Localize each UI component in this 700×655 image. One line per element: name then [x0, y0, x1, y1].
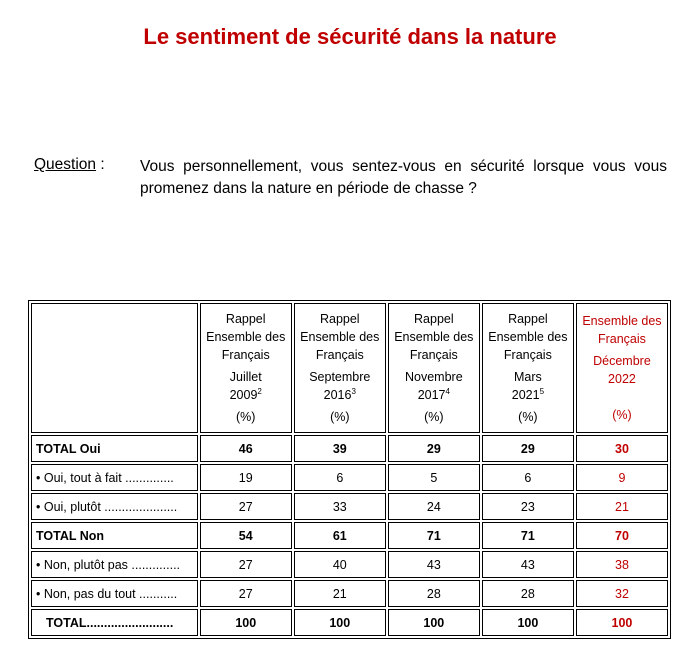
- cell-value: 46: [200, 435, 292, 462]
- cell-value-highlight: 30: [576, 435, 668, 462]
- header-2021: [482, 303, 574, 433]
- cell-value-highlight: 21: [576, 493, 668, 520]
- row-label: TOTAL Oui: [31, 435, 198, 462]
- table-row: [31, 435, 668, 462]
- cell-value: 21: [294, 580, 386, 607]
- header-line: Rappel: [414, 312, 454, 326]
- cell-value: 28: [388, 580, 480, 607]
- header-unit: (%): [518, 410, 538, 424]
- table-row: [31, 580, 668, 607]
- cell-value: 19: [200, 464, 292, 491]
- header-year: 2021: [511, 388, 540, 402]
- header-year: 2017: [417, 388, 446, 402]
- header-line: Ensemble des: [488, 330, 568, 344]
- header-year: 2022: [608, 372, 636, 386]
- header-line: Ensemble des: [394, 330, 474, 344]
- row-label: • Non, pas du tout ...........: [31, 580, 198, 607]
- cell-value: 27: [200, 551, 292, 578]
- table-row: [31, 493, 668, 520]
- header-date: Septembre: [309, 370, 371, 384]
- cell-value-highlight: 32: [576, 580, 668, 607]
- header-year: 2009: [229, 388, 258, 402]
- header-line: Ensemble des: [582, 314, 662, 328]
- header-line: Rappel: [319, 312, 360, 326]
- header-line: Rappel: [508, 312, 548, 326]
- table-row: [31, 551, 668, 578]
- header-2016: [294, 303, 386, 433]
- cell-value: 24: [388, 493, 480, 520]
- cell-value: 27: [200, 493, 292, 520]
- header-date: Décembre: [593, 354, 651, 368]
- table-header-row: [31, 303, 668, 433]
- footnote-mark: 3: [351, 386, 356, 396]
- cell-value: 71: [482, 522, 574, 549]
- cell-value: 27: [200, 580, 292, 607]
- cell-value-highlight: 70: [576, 522, 668, 549]
- header-line: Français: [409, 348, 458, 362]
- cell-value-highlight: 38: [576, 551, 668, 578]
- cell-value: 5: [388, 464, 480, 491]
- footnote-mark: 5: [539, 386, 545, 396]
- cell-value: 100: [482, 609, 574, 636]
- cell-value: 71: [388, 522, 480, 549]
- header-line: Ensemble des: [206, 330, 286, 344]
- cell-value: 28: [482, 580, 574, 607]
- cell-value: 61: [294, 522, 386, 549]
- row-label: TOTAL Non: [31, 522, 198, 549]
- row-label: TOTAL.........................: [31, 609, 198, 636]
- question-text: Vous personnellement, vous sentez-vous en sécurité lorsque vous vous promenez dans la nature en période de chasse ?: [140, 158, 667, 197]
- header-date: Novembre: [405, 370, 463, 384]
- row-label: • Oui, plutôt .....................: [31, 493, 198, 520]
- header-2017: [388, 303, 480, 433]
- header-unit: (%): [424, 410, 444, 424]
- cell-value: 33: [294, 493, 386, 520]
- cell-value: 40: [294, 551, 386, 578]
- header-empty-cell: [31, 303, 198, 433]
- row-label: • Oui, tout à fait ..............: [31, 464, 198, 491]
- cell-value: 6: [294, 464, 386, 491]
- cell-value: 6: [482, 464, 574, 491]
- footnote-mark: 2: [257, 386, 262, 396]
- table-row: [31, 522, 668, 549]
- question-label: [34, 156, 105, 174]
- cell-value-highlight: 100: [576, 609, 668, 636]
- cell-value: 100: [388, 609, 480, 636]
- cell-value: 43: [388, 551, 480, 578]
- header-line: Rappel: [225, 312, 266, 326]
- header-unit: (%): [236, 410, 256, 424]
- cell-value: 29: [482, 435, 574, 462]
- cell-value: 100: [200, 609, 292, 636]
- table-row: [31, 609, 668, 636]
- header-date: Mars: [513, 370, 542, 384]
- header-2009: [200, 303, 292, 433]
- header-line: Ensemble des: [300, 330, 380, 344]
- header-line: Français: [221, 348, 270, 362]
- cell-value: 43: [482, 551, 574, 578]
- cell-value: 54: [200, 522, 292, 549]
- results-table: [28, 300, 671, 639]
- cell-value-highlight: 9: [576, 464, 668, 491]
- cell-value: 100: [294, 609, 386, 636]
- table-row: [31, 464, 668, 491]
- cell-value: 23: [482, 493, 574, 520]
- question-label-text: Question: [34, 156, 97, 173]
- cell-value: 29: [388, 435, 480, 462]
- cell-value: 39: [294, 435, 386, 462]
- header-unit: (%): [330, 410, 350, 424]
- header-line: Français: [503, 348, 552, 362]
- header-date: Juillet: [229, 370, 262, 384]
- header-2022: [576, 303, 668, 433]
- header-unit: (%): [612, 408, 632, 422]
- header-line: Français: [597, 332, 646, 346]
- header-line: Français: [315, 348, 364, 362]
- header-year: 2016: [323, 388, 352, 402]
- question-label-separator: :: [96, 156, 105, 173]
- row-label: • Non, plutôt pas ..............: [31, 551, 198, 578]
- page-title: Le sentiment de sécurité dans la nature: [143, 24, 557, 49]
- footnote-mark: 4: [445, 386, 450, 396]
